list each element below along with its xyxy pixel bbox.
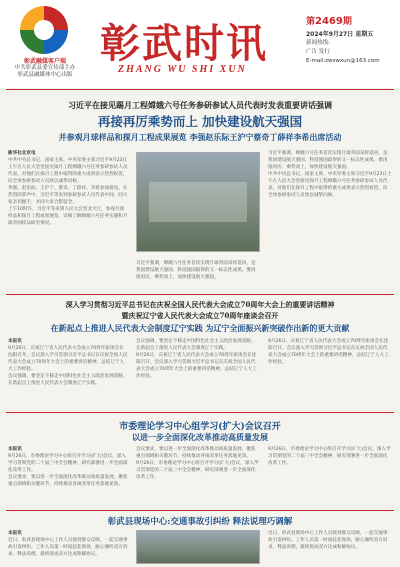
logo-caption-sponsor: 中共彰武县委宣传部主办 bbox=[14, 65, 76, 71]
contact-hotline: 新闻热线: bbox=[306, 40, 330, 46]
divider bbox=[6, 510, 394, 511]
issue-number: 第2469期 bbox=[306, 16, 352, 27]
newspaper-logo bbox=[6, 4, 84, 84]
article-text: 近日，彰武县现场中心工作人员接到群众反映，一起交通事故引发纠纷。工作人员第一时间赶赴现场，耐心倾听双方诉求，释法说理，最终促成双方达成和解协议。 bbox=[8, 538, 128, 557]
divider bbox=[6, 412, 394, 413]
article-text: 会议强调，要坚定不移走中国特色社会主义政治发展道路，在新起点上推进人民代表大会制度辽宁实践。 bbox=[8, 374, 128, 386]
divider bbox=[6, 294, 394, 295]
dateline: 本报讯 bbox=[8, 339, 22, 344]
headline-main: 市委理论学习中心组学习(扩大)会议召开 bbox=[119, 422, 281, 432]
article-text: 中共中央总书记、国家主席、中央军委主席习近平9月23日上午在人民大会堂接见探月工程嫦娥六号任务参研参试人员代表，对他们在探月工程中取得的重大成果表示热烈祝贺，向全体参研参试人员致以诚挚问候。 bbox=[268, 172, 392, 198]
dateline: 新华社北京电 bbox=[8, 151, 36, 156]
article-text: 上午10时许，习近平等来到人民大会堂北大厅，参观月球样品和探月工程成果展览，详细了解嫦娥六号任务实施和月球背面样品研究情况。 bbox=[8, 207, 128, 226]
headline-sub: 并参观月球样品和探月工程成果展览 李强赵乐际王沪宁蔡奇丁薛祥李希出席活动 bbox=[58, 132, 342, 142]
article-text: 中共中央总书记、国家主席、中央军委主席习近平9月23日上午在人民大会堂接见探月工程嫦娥六号任务参研参试人员代表，对他们在探月工程中取得的重大成果表示热烈祝贺，向全体参研参试人员致以诚挚问候。 bbox=[8, 158, 128, 184]
article-text: 9月26日，庆祝辽宁省人民代表大会成立70周年座谈会在沈阳召开。会议深入学习贯彻习近平总书记在庆祝全国人民代表大会成立70周年大会上的重要讲话精神，总结辽宁人大工作经验。 bbox=[268, 339, 389, 365]
article-column-2 bbox=[136, 446, 260, 508]
headline-kicker: 习近平在接见踢月工程嫦娥六号任务参研参试人员代表时发表重要讲话强调 bbox=[68, 100, 332, 110]
contact-email: E-mail:zwswxun@163.com bbox=[306, 58, 380, 64]
headline-main: 在新起点上推进人民代表大会制度辽宁实践 为辽宁全面振兴新突破作出新的更大贡献 bbox=[50, 323, 350, 333]
lead-photo bbox=[136, 152, 260, 252]
issue-date: 2024年9月27日 星期五 bbox=[306, 31, 374, 38]
article-text: 会议要求，要以进一步全面深化改革推动高质量发展，聚焦重点领域和关键环节，持续推动各项改革任务落地见效。 bbox=[8, 475, 128, 487]
article-text: 习近平强调，嫦娥六号任务首次实现月球背面采样返回，是我国建设航天强国、科技强国取得的又一标志性成果。要再接再厉、乘势而上，加快建设航天强国。 bbox=[136, 261, 256, 280]
contact-ads: 广告 发行 bbox=[306, 49, 330, 55]
story-photo bbox=[136, 530, 260, 564]
article-column-1 bbox=[8, 150, 128, 290]
article-text: 9月26日，市委理论学习中心组召开学习(扩大)会议，深入学习贯彻党的二十届三中全会精神，研究部署进一步全面深化改革工作。 bbox=[8, 454, 128, 473]
logo-caption-app: 彰武融媒客户端 bbox=[23, 58, 66, 65]
article-text: 会议强调，要坚定不移走中国特色社会主义政治发展道路，在新起点上推进人民代表大会制度辽宁实践。 bbox=[136, 339, 256, 351]
newspaper-title-pinyin: ZHANG WU SHI XUN bbox=[118, 64, 247, 75]
dateline: 本报讯 bbox=[8, 447, 22, 452]
article-column-1 bbox=[8, 530, 128, 564]
headline-kicker: 暨庆祝辽宁省人民代表大会成立70周年座谈会召开 bbox=[121, 311, 279, 320]
article-column-3 bbox=[268, 446, 392, 508]
article-text: 9月26日，庆祝辽宁省人民代表大会成立70周年座谈会在沈阳召开。会议深入学习贯彻习近平总书记在庆祝全国人民代表大会成立70周年大会上的重要讲话精神，总结辽宁人大工作经验。 bbox=[8, 346, 128, 372]
article-text: 9月26日，市委理论学习中心组召开学习(扩大)会议，深入学习贯彻党的二十届三中全会精神，研究部署进一步全面深化改革工作。 bbox=[268, 447, 391, 466]
headline-main: 再接再厉乘势而上 加快建设航天强国 bbox=[97, 114, 303, 129]
article-text: 9月26日，市委理论学习中心组召开学习(扩大)会议，深入学习贯彻党的二十届三中全会精神，研究部署进一步全面深化改革工作。 bbox=[136, 461, 259, 480]
masthead bbox=[0, 0, 400, 88]
logo-caption bbox=[6, 58, 84, 79]
article-text: 9月26日，庆祝辽宁省人民代表大会成立70周年座谈会在沈阳召开。会议深入学习贯彻习近平总书记在庆祝全国人民代表大会成立70周年大会上的重要讲话精神，总结辽宁人大工作经验。 bbox=[136, 353, 257, 379]
article-text: 习近平强调，嫦娥六号任务首次实现月球背面采样返回，是我国建设航天强国、科技强国取得的又一标志性成果。要再接再厉、乘势而上，加快建设航天强国。 bbox=[268, 151, 388, 170]
dateline: 本报讯 bbox=[8, 531, 22, 536]
issue-info bbox=[306, 14, 394, 82]
article-column-3 bbox=[268, 150, 392, 290]
article-column-1 bbox=[8, 446, 128, 508]
article-text: 会议要求，要以进一步全面深化改革推动高质量发展，聚焦重点领域和关键环节，持续推动各项改革任务落地见效。 bbox=[136, 447, 256, 459]
headline-kicker: 深入学习贯彻习近平总书记在庆祝全国人民代表大会成立70周年大会上的重要讲话精神 bbox=[65, 300, 335, 309]
headline-sub: 以进一步全面深化改革推动高质量发展 bbox=[132, 432, 268, 442]
divider bbox=[6, 89, 394, 90]
article-column-2 bbox=[136, 260, 260, 290]
article-column-3 bbox=[268, 338, 392, 408]
article-text: 近日，彰武县现场中心工作人员接到群众反映，一起交通事故引发纠纷。工作人员第一时间赶赴现场，耐心倾听双方诉求，释法说理，最终促成双方达成和解协议。 bbox=[268, 531, 388, 550]
article-column-3 bbox=[268, 530, 392, 564]
newspaper-title: 彰武时讯 bbox=[100, 20, 268, 67]
logo-emblem-icon bbox=[20, 6, 68, 54]
article-text: 李强、赵乐际、王沪宁、蔡奇、丁薛祥、李希参加接见。在热烈的掌声中，习近平等来到参研参试人员代表中间，同大家亲切握手，并同大家合影留念。 bbox=[8, 186, 128, 205]
headline-main: 彰武县现场中心:交通事故引纠纷 释法说理巧调解 bbox=[107, 517, 293, 527]
article-column-2 bbox=[136, 338, 260, 408]
logo-caption-publisher: 彰武县融媒体中心出版 bbox=[17, 72, 73, 78]
article-column-1 bbox=[8, 338, 128, 408]
